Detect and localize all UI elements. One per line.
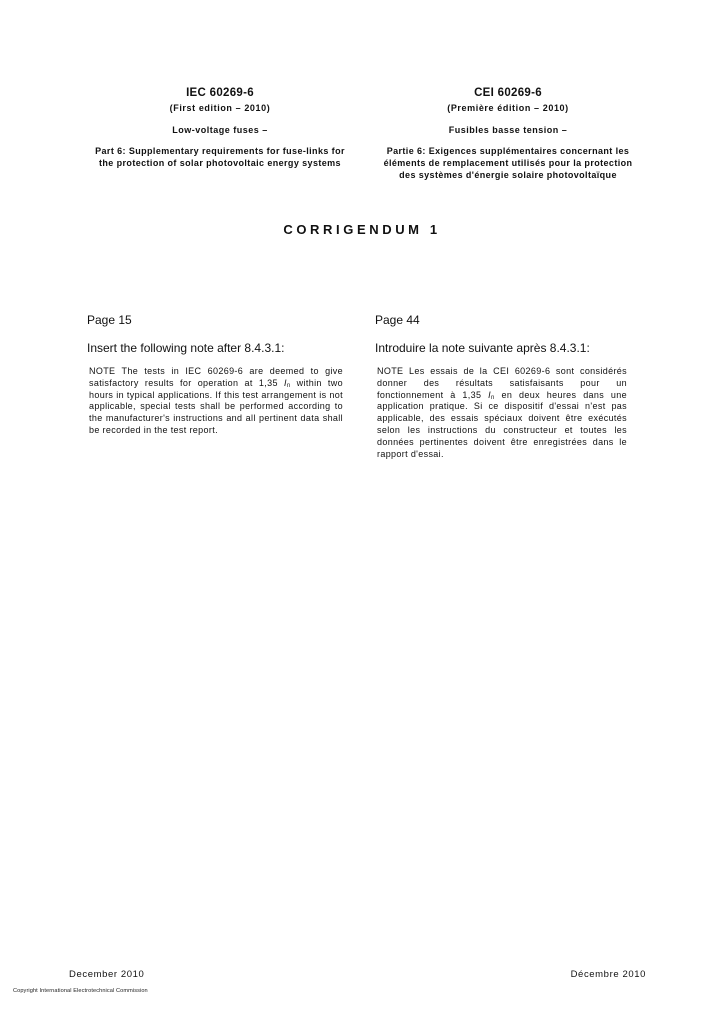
standard-number-en: IEC 60269-6 [186,87,254,99]
note-en-text-end: within two hours in typical applications. If this test arrangement is not applicable, special tests shall be performed according to the manufacturer's instructions and all pertinent data shall be recorded in the test report. [89,377,343,435]
note-en-subscript: n [286,382,291,389]
standard-number-fr: CEI 60269-6 [474,87,542,99]
page-reference-en: Page 15 [87,313,132,327]
corrigendum-heading: CORRIGENDUM 1 [283,222,441,237]
header-french [375,85,641,181]
note-fr-subscript: n [491,394,495,401]
note-fr [377,366,627,460]
date-en: December 2010 [69,969,145,980]
note-en-symbol: I [283,377,287,388]
copyright-notice: Copyright International Electrotechnical Commission [13,988,148,994]
note-fr-text-start: NOTE Les essais de la CEI 60269-6 sont considérés donner des résultats satisfaisants pour un fonctionnement à 1,35 [377,366,627,400]
note-fr-symbol: I [488,389,492,400]
title-fr: Fusibles basse tension – [448,125,568,135]
instruction-fr: Introduire la note suivante après 8.4.3.1: [375,341,590,355]
header-english [87,85,353,169]
note-en [89,366,343,437]
part-title-fr: Partie 6: Exigences supplémentaires concernant les éléments de remplacement utilisés pour la protection des systèmes d'énergie solaire photovoltaïque [383,146,633,180]
note-en-text-start: NOTE The tests in IEC 60269-6 are deemed to give satisfactory results for operation at 1,35 [89,366,343,388]
edition-fr: (Première édition – 2010) [447,103,569,113]
edition-en: (First edition – 2010) [169,103,271,113]
note-fr-text-end: en deux heures dans une application pratique. Si ce dispositif d'essai n'est pas applicable, des essais spéciaux doivent être exécutés selon les instructions du constructeur et toutes les données pertinentes doivent être enregistrées dans le rapport d'essai. [377,389,627,459]
part-title-en: Part 6: Supplementary requirements for fuse-links for the protection of solar photovoltaic energy systems [95,146,345,168]
title-en: Low-voltage fuses – [172,125,268,135]
date-fr: Décembre 2010 [570,969,646,980]
instruction-en: Insert the following note after 8.4.3.1: [87,341,285,355]
page-reference-fr: Page 44 [375,313,420,327]
